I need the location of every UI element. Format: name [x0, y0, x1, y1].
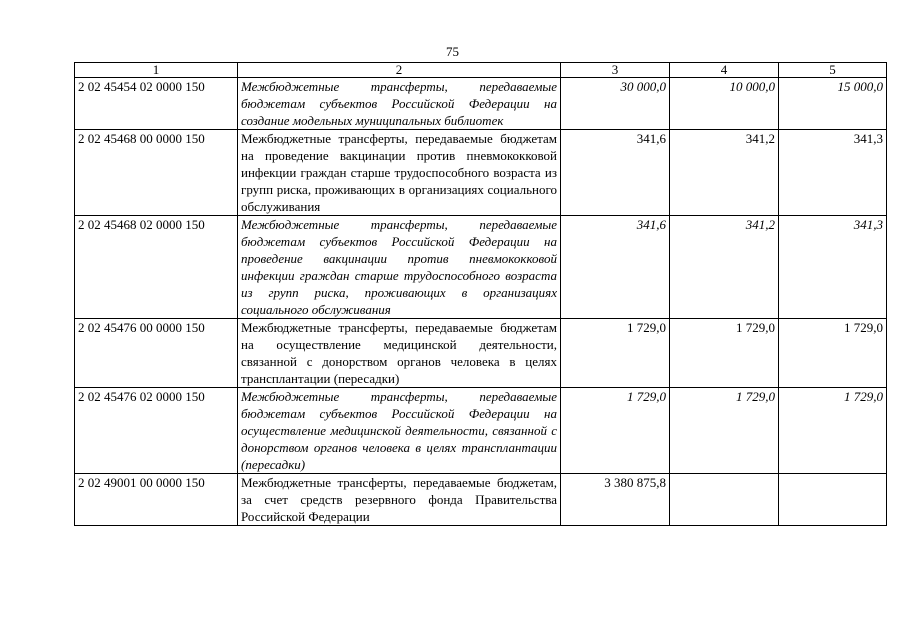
value-col-5: 15 000,0: [779, 78, 887, 130]
table-row: [75, 78, 887, 130]
value-col-5: [779, 474, 887, 526]
transfer-description: Межбюджетные трансферты, передаваемые бюджетам на осуществление медицинской деятельности, связанной с донорством органов человека в целях трансплантации (пересадки): [238, 319, 561, 388]
column-number-row: [75, 63, 887, 78]
table-row: [75, 216, 887, 319]
budget-code: 2 02 45468 02 0000 150: [75, 216, 238, 319]
page-number: 75: [446, 44, 459, 59]
budget-code: 2 02 45454 02 0000 150: [75, 78, 238, 130]
value-col-4: 341,2: [670, 216, 779, 319]
value-col-3: 30 000,0: [561, 78, 670, 130]
table-row: [75, 474, 887, 526]
transfer-description: Межбюджетные трансферты, передаваемые бюджетам на проведение вакцинации против пневмококковой инфекции граждан старше трудоспособного возраста из групп риска, проживающих в организациях социального обслуживания: [238, 130, 561, 216]
budget-code: 2 02 45468 00 0000 150: [75, 130, 238, 216]
value-col-4: 341,2: [670, 130, 779, 216]
value-col-3: 1 729,0: [561, 319, 670, 388]
value-col-5: 341,3: [779, 130, 887, 216]
column-header-2: 2: [238, 63, 561, 78]
column-header-3: 3: [561, 63, 670, 78]
column-header-4: 4: [670, 63, 779, 78]
value-col-4: 10 000,0: [670, 78, 779, 130]
budget-table: [74, 62, 887, 526]
transfer-description: Межбюджетные трансферты, передаваемые бюджетам, за счет средств резервного фонда Правительства Российской Федерации: [238, 474, 561, 526]
transfer-description: Межбюджетные трансферты, передаваемые бюджетам субъектов Российской Федерации на осуществление медицинской деятельности, связанной с донорством органов человека в целях трансплантации (пересадки): [238, 388, 561, 474]
table-row: [75, 319, 887, 388]
value-col-3: 341,6: [561, 130, 670, 216]
value-col-3: 3 380 875,8: [561, 474, 670, 526]
value-col-5: 1 729,0: [779, 319, 887, 388]
transfer-description: Межбюджетные трансферты, передаваемые бюджетам субъектов Российской Федерации на создание модельных муниципальных библиотек: [238, 78, 561, 130]
budget-code: 2 02 45476 00 0000 150: [75, 319, 238, 388]
budget-code: 2 02 49001 00 0000 150: [75, 474, 238, 526]
budget-code: 2 02 45476 02 0000 150: [75, 388, 238, 474]
value-col-4: 1 729,0: [670, 388, 779, 474]
table-row: [75, 130, 887, 216]
column-header-5: 5: [779, 63, 887, 78]
value-col-3: 1 729,0: [561, 388, 670, 474]
value-col-5: 341,3: [779, 216, 887, 319]
table-row: [75, 388, 887, 474]
transfer-description: Межбюджетные трансферты, передаваемые бюджетам субъектов Российской Федерации на проведение вакцинации против пневмококковой инфекции граждан старше трудоспособного возраста из групп риска, проживающих в организациях социального обслуживания: [238, 216, 561, 319]
value-col-3: 341,6: [561, 216, 670, 319]
value-col-4: [670, 474, 779, 526]
value-col-5: 1 729,0: [779, 388, 887, 474]
value-col-4: 1 729,0: [670, 319, 779, 388]
column-header-1: 1: [75, 63, 238, 78]
